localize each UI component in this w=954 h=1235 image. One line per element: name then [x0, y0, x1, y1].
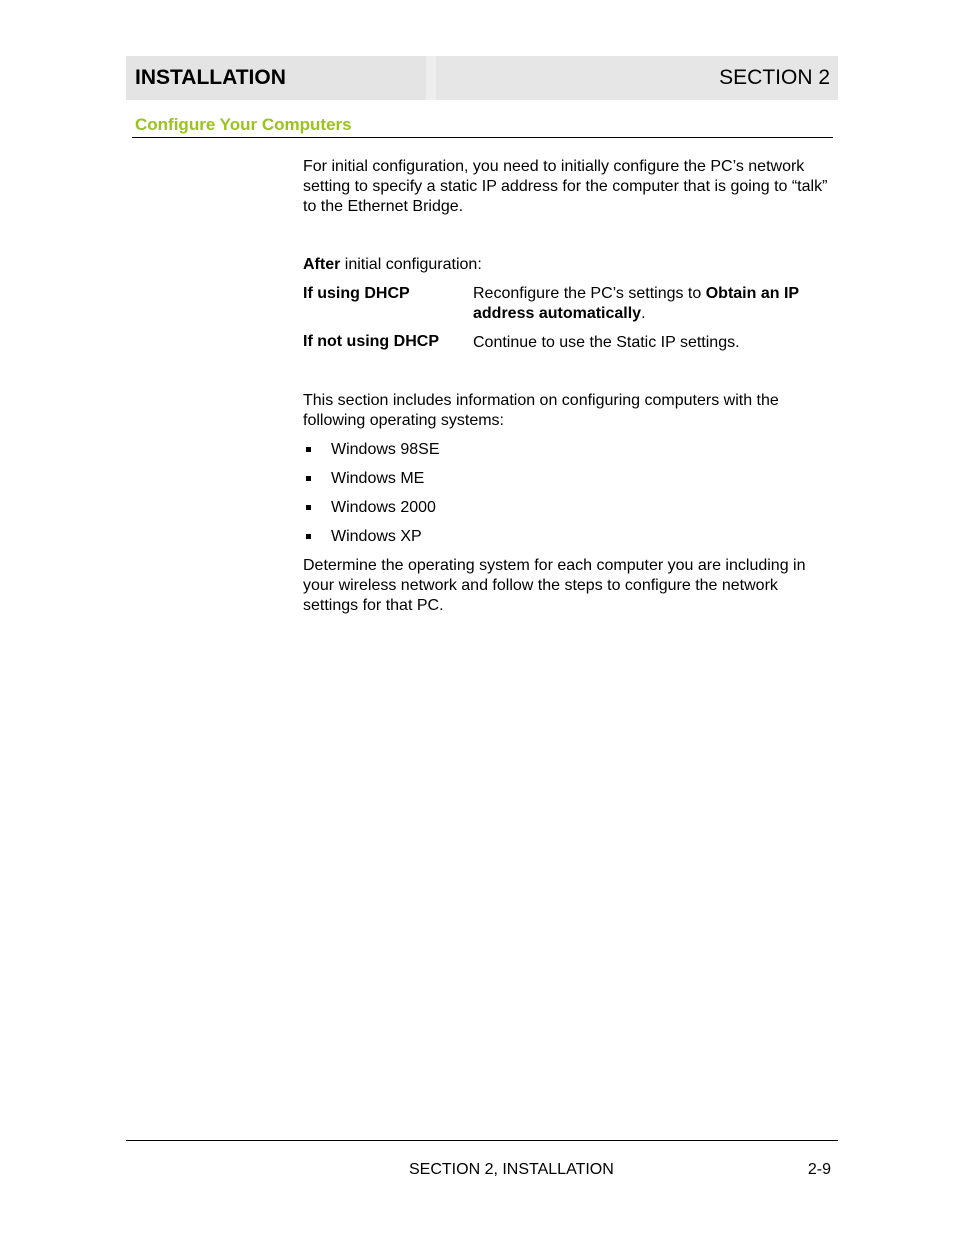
desc-not-using-dhcp: Continue to use the Static IP settings.: [473, 334, 740, 351]
square-bullet-icon: [306, 505, 311, 510]
heading-underline: [132, 137, 833, 138]
after-config-line: [303, 255, 835, 275]
footer-title: SECTION 2, INSTALLATION: [409, 1161, 614, 1178]
square-bullet-icon: [306, 534, 311, 539]
list-item-label: Windows XP: [331, 528, 422, 545]
desc-using-dhcp-post: .: [641, 305, 646, 322]
desc-using-dhcp-bold: Obtain an IP address automatically: [473, 285, 799, 322]
page-number: 2-9: [807, 1161, 831, 1178]
header-section-label: SECTION 2: [719, 66, 830, 89]
square-bullet-icon: [306, 447, 311, 452]
term-not-using-dhcp: If not using DHCP: [303, 333, 439, 350]
list-item-label: Windows 98SE: [331, 441, 440, 458]
intro-paragraph: For initial configuration, you need to initially configure the PC’s network setting to specify a static IP address for the computer that is going to “talk” to the Ethernet Bridge.: [303, 158, 828, 215]
list-item-label: Windows ME: [331, 470, 425, 487]
desc-using-dhcp-pre: Reconfigure the PC’s settings to: [473, 285, 706, 302]
footer-rule: [126, 1140, 838, 1141]
desc-using-dhcp: [473, 284, 835, 324]
list-item-label: Windows 2000: [331, 499, 436, 516]
section-intro-paragraph: This section includes information on configuring computers with the following operating systems:: [303, 392, 779, 429]
page-header: [126, 56, 838, 100]
square-bullet-icon: [306, 476, 311, 481]
section-heading: Configure Your Computers: [135, 115, 352, 134]
header-title: INSTALLATION: [135, 66, 286, 89]
header-divider: [426, 56, 436, 100]
determine-paragraph: Determine the operating system for each computer you are including in your wireless network and follow the steps to configure the network settings for that PC.: [303, 557, 806, 614]
after-rest: initial configuration:: [340, 256, 482, 273]
after-bold: After: [303, 256, 341, 273]
term-using-dhcp: If using DHCP: [303, 285, 410, 302]
